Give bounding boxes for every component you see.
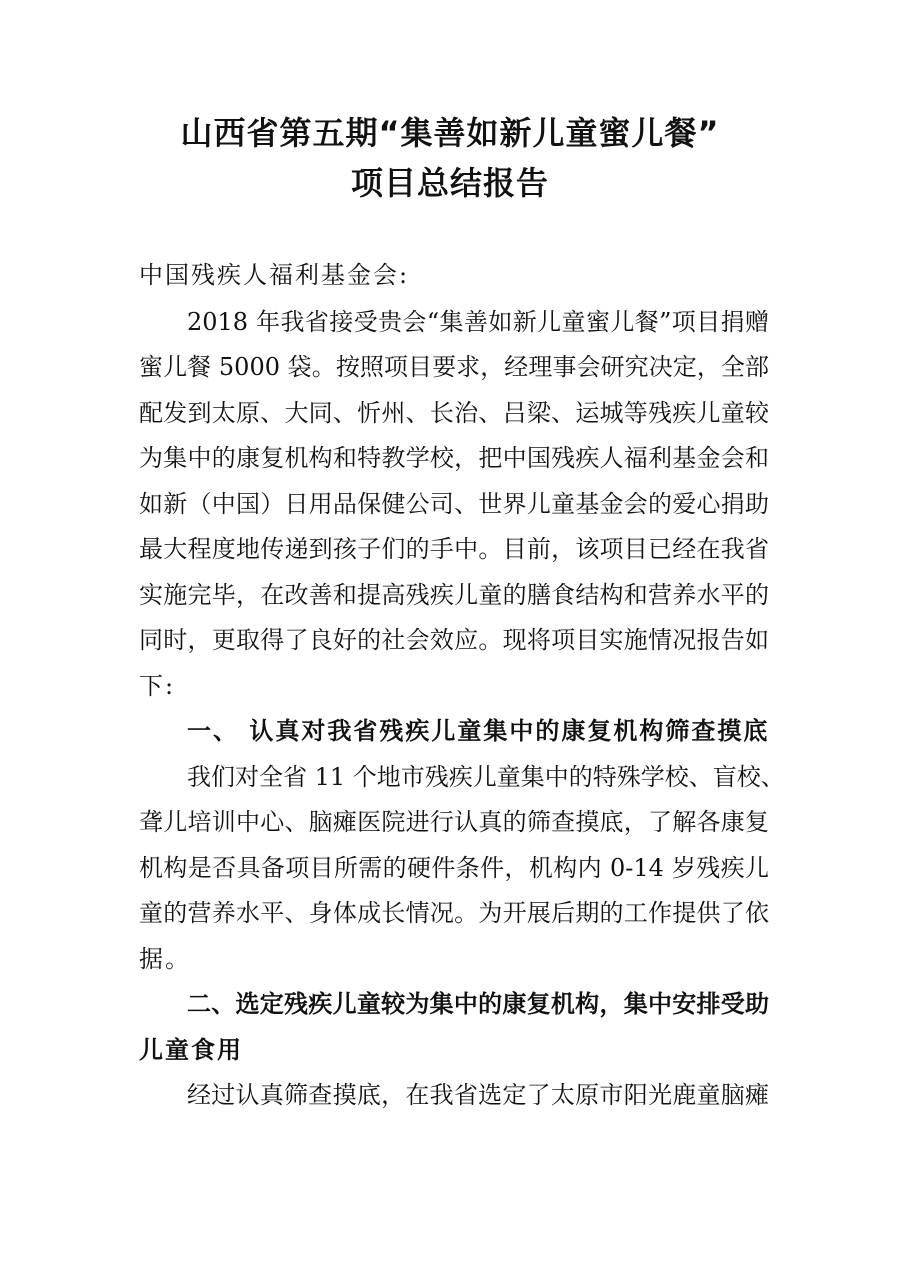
paragraph-line: 实施完毕，在改善和提高残疾儿童的膳食结构和营养水平的	[139, 580, 769, 609]
heading-line: 二、选定残疾儿童较为集中的康复机构，集中安排受助	[187, 990, 769, 1018]
paragraph-line: 配发到太原、大同、忻州、长治、吕梁、运城等残疾儿童较	[139, 398, 769, 427]
section-heading-2	[139, 985, 769, 1069]
paragraph-line: 2018 年我省接受贵会“集善如新儿童蜜儿餐”项目捐赠	[187, 307, 769, 336]
paragraph-1	[139, 303, 769, 706]
paragraph-line: 据。	[139, 944, 191, 973]
title-line-2: 项目总结报告	[350, 164, 549, 202]
paragraph-line: 如新（中国）日用品保健公司、世界儿童基金会的爱心捐助	[139, 489, 769, 518]
paragraph-line: 机构是否具备项目所需的硬件条件，机构内 0-14 岁残疾儿	[139, 853, 769, 882]
paragraph-line: 童的营养水平、身体成长情况。为开展后期的工作提供了依	[139, 899, 769, 927]
paragraph-line: 下:	[139, 671, 176, 700]
document-title	[0, 108, 900, 208]
salutation: 中国残疾人福利基金会:	[139, 261, 410, 289]
title-line-1: 山西省第五期“集善如新儿童蜜儿餐”	[180, 114, 720, 152]
paragraph-2	[139, 758, 785, 979]
paragraph-3	[139, 1076, 769, 1115]
paragraph-line: 蜜儿餐 5000 袋。按照项目要求，经理事会研究决定，全部	[139, 353, 769, 381]
paragraph-line: 最大程度地传递到孩子们的手中。目前，该项目已经在我省	[139, 535, 769, 563]
paragraph-line: 经过认真筛查摸底，在我省选定了太原市阳光鹿童脑瘫	[187, 1081, 769, 1109]
document-body	[139, 256, 785, 1115]
paragraph-line: 同时，更取得了良好的社会效应。现将项目实施情况报告如	[139, 626, 769, 654]
heading-line: 儿童食用	[139, 1035, 243, 1064]
paragraph-line: 为集中的康复机构和特教学校，把中国残疾人福利基金会和	[139, 444, 769, 472]
paragraph-line: 我们对全省 11 个地市残疾儿童集中的特殊学校、盲校、	[187, 762, 785, 791]
section-heading-1: 一、 认真对我省残疾儿童集中的康复机构筛查摸底	[187, 717, 770, 745]
paragraph-line: 聋儿培训中心、脑瘫医院进行认真的筛查摸底，了解各康复	[139, 808, 769, 836]
